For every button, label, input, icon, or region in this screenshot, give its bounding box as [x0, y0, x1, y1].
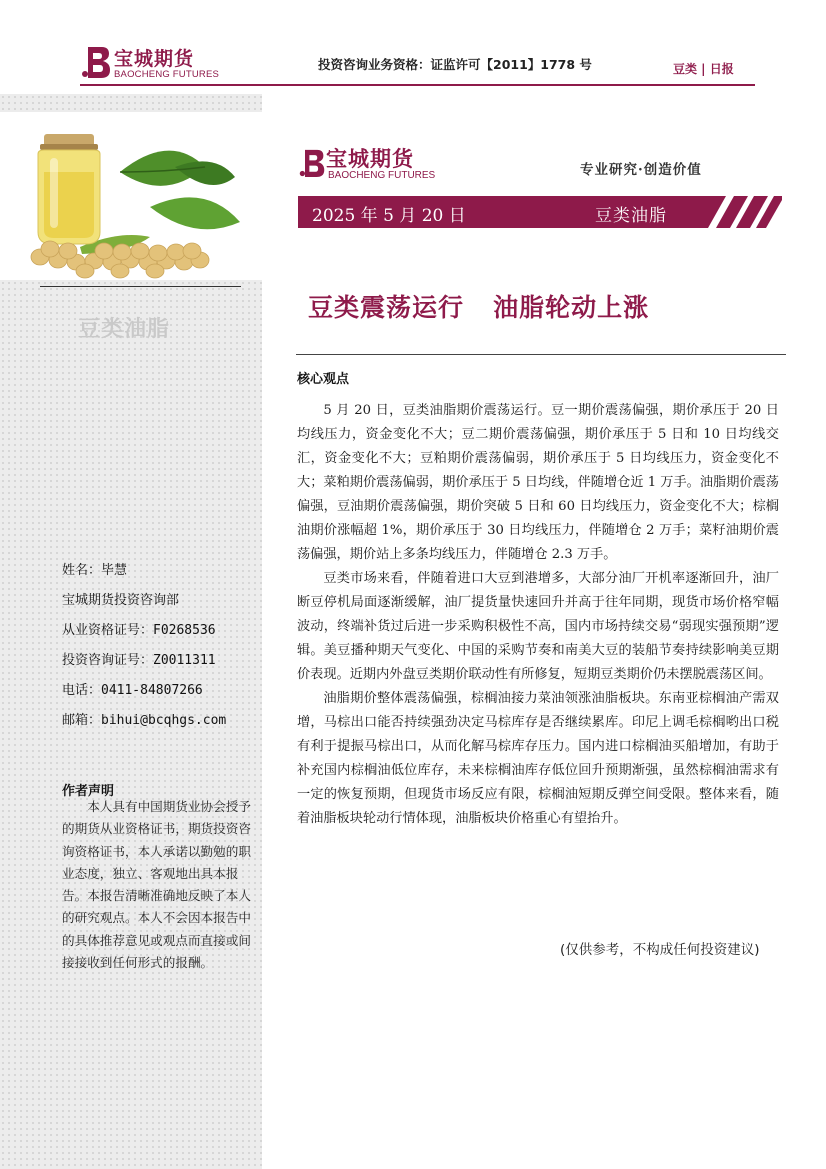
author-info	[62, 556, 226, 736]
report-type-tag: 豆类 | 日报	[673, 62, 734, 76]
author-email: 邮箱：bihui@bcqhgs.com	[62, 713, 227, 728]
soybean-oil-illustration	[0, 112, 262, 280]
declaration-title: 作者声明	[62, 784, 115, 799]
report-category: 豆类油脂	[595, 206, 667, 226]
image-divider	[40, 286, 241, 287]
cover-logo-english: BAOCHENG FUTURES	[328, 170, 436, 181]
baocheng-logo-icon	[80, 44, 112, 80]
author-phone: 电话：0411-84807266	[62, 683, 203, 698]
core-view-title: 核心观点	[297, 372, 350, 387]
investment-disclaimer: (仅供参考，不构成任何投资建议)	[560, 942, 760, 958]
cover-image	[0, 112, 262, 280]
report-date: 2025 年 5 月 20 日	[312, 206, 466, 226]
header-logo-text: 宝城期货	[114, 48, 195, 70]
declaration-body: 本人具有中国期货业协会授予的期货从业资格证书，期货投资咨询资格证书，本人承诺以勤勉的职业态度，独立、客观地出具本报告。本报告清晰准确地反映了本人的研究观点。本人不会因本报告中的具体推荐意见或观点而直接或间接接收到任何形式的报酬。	[62, 799, 251, 971]
cover-logo	[298, 143, 448, 185]
header-divider	[80, 84, 755, 86]
author-license: 从业资格证号：F0268536	[62, 623, 216, 638]
header-logo	[80, 44, 220, 82]
author-consult-license: 投资咨询证号：Z0011311	[62, 653, 216, 668]
author-name: 姓名：毕慧	[62, 563, 128, 578]
paragraph-market-overview: 5 月 20 日，豆类油脂期价震荡运行。豆一期价震荡偏强，期价承压于 20 日均线压力，资金变化不大；豆二期价震荡偏强，期价承压于 5 日和 10 日均线交汇，资金变化不大；豆粕期价震荡偏弱，期价承压于 5 日均线压力，资金变化不大；菜粕期价震荡偏弱，期价承压于 5 日均线，伴随增仓近 1 万手。油脂期价震荡偏强，豆油期价震荡偏强，期价突破 5 日和 60 日均线压力，资金变化不大；棕榈油期价涨幅超 1%，期价承压于 30 日均线压力，伴随增仓 2 万手；菜籽油期价震荡偏强，期价站上多条均线压力，伴随增仓 2.3 万手。	[297, 403, 779, 562]
paragraph-soybean: 豆类市场来看，伴随着进口大豆到港增多，大部分油厂开机率逐渐回升，油厂断豆停机局面逐渐缓解，油厂提货量快速回升并高于往年同期，现货市场价格窄幅波动，终端补货过后进一步采购积极性不高，国内市场持续交易“弱现实强预期”逻辑。美豆播种期天气变化、中国的采购节奏和南美大豆的装船节奏持续影响美豆期价表现。近期内外盘豆类期价联动性有所修复，短期豆类期价仍未摆脱震荡区间。	[297, 571, 779, 682]
certification-text: 投资咨询业务资格：证监许可【2011】1778 号	[318, 57, 592, 72]
header-logo-english: BAOCHENG FUTURES	[114, 69, 220, 80]
report-headline: 豆类震荡运行 油脂轮动上涨	[308, 293, 650, 322]
report-body	[297, 399, 779, 831]
paragraph-oils: 油脂期价整体震荡偏强，棕榈油接力菜油领涨油脂板块。东南亚棕榈油产需双增，马棕出口能否持续强劲决定马棕库存是否继续累库。印尼上调毛棕榈哟出口税有利于提振马棕出口，从而化解马棕库存压力。国内进口棕榈油买船增加，有助于补充国内棕榈油低位库存，未来棕榈油库存低位回升预期渐强，虽然棕榈油需求有一定的恢复预期，但现货市场反应有限，棕榈油短期反弹空间受限。整体来看，随着油脂板块轮动行情体现，油脂板块价格重心有望抬升。	[297, 691, 779, 826]
headline-divider	[296, 354, 786, 355]
category-watermark: 豆类油脂	[78, 317, 171, 342]
slogan: 专业研究·创造价值	[580, 162, 702, 178]
author-department: 宝城期货投资咨询部	[62, 593, 180, 608]
baocheng-logo-icon	[298, 143, 326, 183]
cover-logo-text: 宝城期货	[326, 147, 414, 171]
sidebar	[0, 94, 262, 1169]
